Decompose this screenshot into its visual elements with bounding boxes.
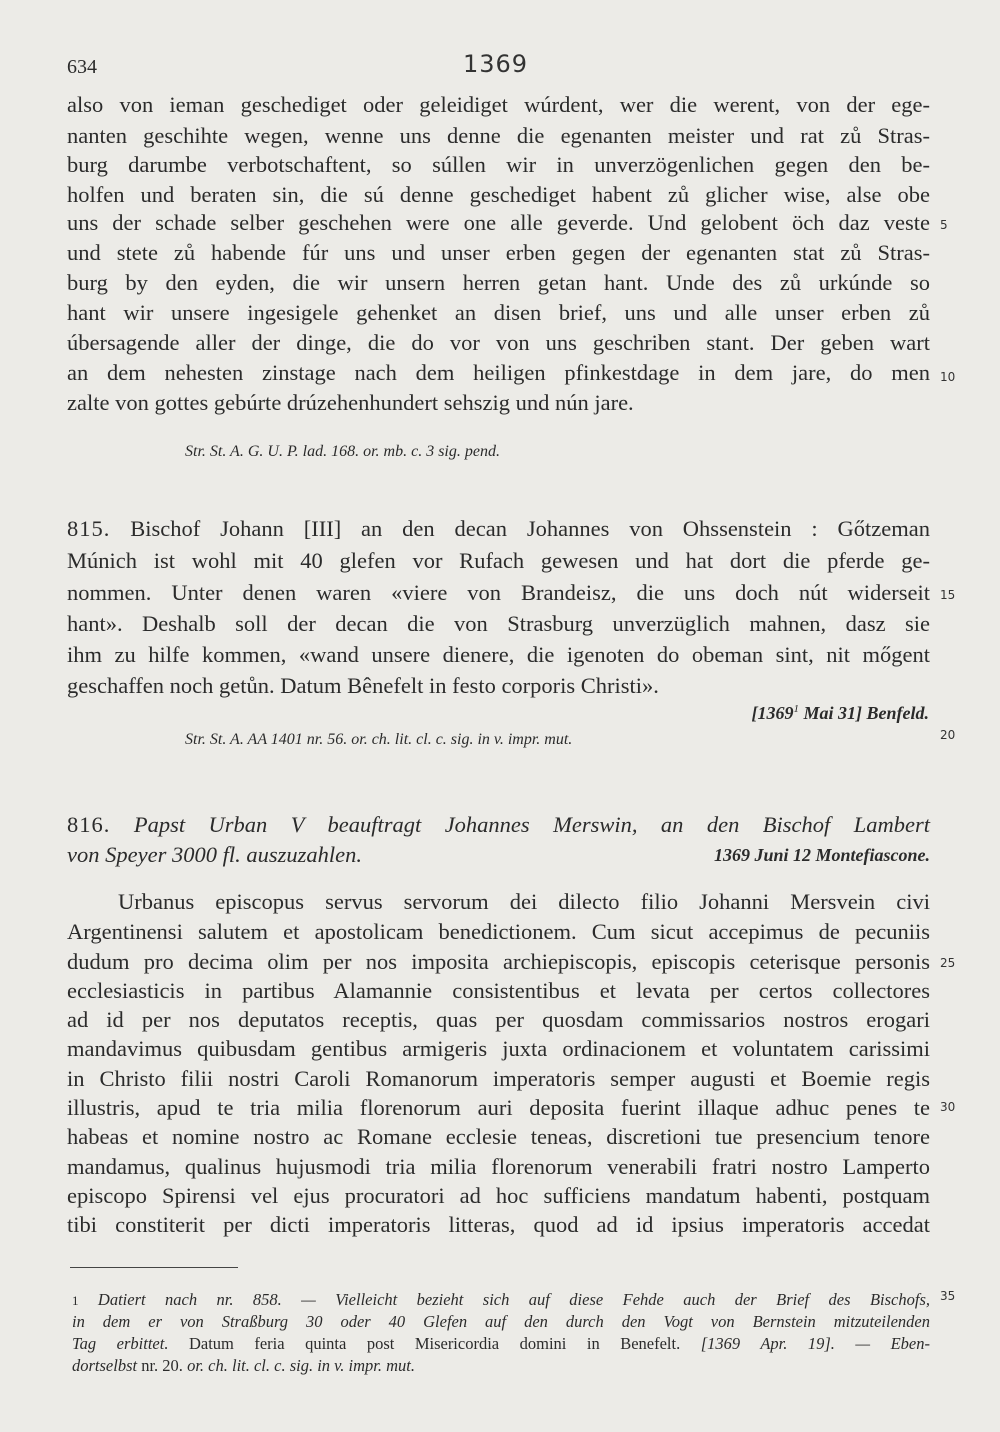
text-line: burg by den eyden, die wir unsern herren getan hant. Unde des zů urkúnde so — [67, 270, 930, 295]
text-line: Urbanus episcopus servus servorum dei dilecto filio Johanni Mersvein civi — [118, 889, 930, 914]
text-line: hant wir unsere ingesigele gehenket an disen brief, uns und alle unser erben zů — [67, 300, 930, 325]
footnote-rule — [70, 1267, 238, 1268]
margin-line-number: 35 — [940, 1289, 956, 1303]
text-line: in Christo filii nostri Caroli Romanorum imperatoris semper augusti et Boemie regis — [67, 1066, 930, 1091]
footnote-line: dortselbst nr. 20. or. ch. lit. cl. c. sig. in v. impr. mut. — [72, 1356, 415, 1375]
text-line: mandamus, qualinus hujusmodi tria milia florenorum venerabili fratri nostro Lamperto — [67, 1154, 930, 1179]
entry-number: 815. — [67, 516, 111, 541]
entry-816-title: 816. Papst Urban V beauftragt Johannes Merswin, an den Bischof Lambert — [67, 812, 930, 837]
text-line: episcopo Spirensi vel ejus procuratori ad hoc sufficiens mandatum habenti, postquam — [67, 1183, 930, 1208]
running-year: 1369 — [463, 50, 529, 78]
margin-line-number: 20 — [940, 728, 956, 742]
footnote-line: 1 Datiert nach nr. 858. — Vielleicht bezieht sich auf diese Fehde auch der Brief des Bischofs, — [72, 1290, 930, 1309]
entry-title-line: von Speyer 3000 fl. auszuzahlen. — [67, 842, 362, 867]
source-citation: Str. St. A. G. U. P. lad. 168. or. mb. c. 3 sig. pend. — [185, 443, 500, 460]
text-line: geschaffen noch getůn. Datum Bênefelt in festo corporis Christi». — [67, 673, 659, 698]
entry-815-first-line: 815. Bischof Johann [III] an den decan Johannes von Ohssenstein : Gőtzeman — [67, 516, 931, 541]
text-line: Argentinensi salutem et apostolicam benedictionem. Cum sicut accepimus de pecuniis — [67, 919, 930, 944]
footnote-line: in dem er von Straßburg 30 oder 40 Glefen auf den durch den Vogt von Bernstein mitzuteilenden — [72, 1312, 930, 1331]
text-line: an dem nehesten zinstage nach dem heiligen pfinkestdage in dem jare, do men — [67, 360, 930, 385]
text-line: ihm zu hilfe kommen, «wand unsere dienere, die igenoten do obeman sint, nit mőgent — [67, 642, 930, 667]
text-line: nanten geschihte wegen, wenne uns denne die egenanten meister und rat zů Stras- — [67, 123, 930, 148]
text-line: holfen und beraten sin, die sú denne geschediget habent zů glicher wise, alse obe — [67, 182, 930, 207]
text-line: nommen. Unter denen waren «viere von Brandeisz, die uns doch nút widerseit — [67, 580, 930, 605]
text-line: also von ieman geschediget oder geleidiget wúrdent, wer die werent, von der ege- — [67, 92, 930, 117]
entry-number: 816. — [67, 812, 111, 837]
text-line: ecclesiasticis in partibus Alamannie consistentibus et levata per certos collectores — [67, 978, 930, 1003]
text-line: Múnich ist wohl mit 40 glefen vor Rufach gewesen und hat dort die pferde ge- — [67, 548, 930, 573]
margin-line-number: 30 — [940, 1100, 956, 1114]
margin-line-number: 10 — [940, 370, 956, 384]
text-line: habeas et nomine nostro ac Romane ecclesie teneas, discretioni tue presencium tenore — [67, 1124, 930, 1149]
margin-line-number: 25 — [940, 956, 956, 970]
text-line: uns der schade selber geschehen were one alle geverde. Und gelobent öch daz veste — [67, 210, 930, 235]
entry-date: 1369 Juni 12 Montefiascone. — [713, 845, 930, 865]
text-line: dudum pro decima olim per nos imposita archiepiscopis, episcopis ceterisque personis — [67, 949, 930, 974]
text-line: tibi constiterit per dicti imperatoris litteras, quod ad id ipsius imperatoris accedat — [67, 1212, 930, 1237]
margin-line-number: 5 — [940, 218, 948, 232]
text-line: ad id per nos deputatos receptis, quas per quosdam commissarios nostros erogari — [67, 1007, 930, 1032]
page-number: 634 — [67, 56, 97, 78]
text-line: hant». Deshalb soll der decan die von Strasburg unverzüglich mahnen, dasz sie — [67, 611, 930, 636]
footnote-line: Tag erbittet. Datum feria quinta post Misericordia domini in Benefelt. [1369 Apr. 19]. — Eben- — [72, 1334, 931, 1353]
text-line: burg darumbe verbotschaftent, so súllen wir in unverzögenlichen gegen den be- — [67, 152, 930, 177]
text-line: und stete zů habende fúr uns und unser erben gegen der egenanten stat zů Stras- — [67, 240, 930, 265]
text-line: zalte von gottes gebúrte drúzehenhundert sehszig und nún jare. — [67, 390, 634, 415]
text-line: mandavimus quibusdam gentibus armigeris juxta ordinacionem et voluntatem carissimi — [67, 1036, 930, 1061]
margin-line-number: 15 — [940, 588, 956, 602]
source-citation: Str. St. A. AA 1401 nr. 56. or. ch. lit. cl. c. sig. in v. impr. mut. — [185, 731, 573, 748]
entry-date: [1369$^1$ Mai 31] Benfeld. — [751, 703, 929, 723]
footnote-marker: 1 — [793, 703, 799, 715]
text-line: illustris, apud te tria milia florenorum auri deposita fuerint illaque adhuc penes te — [67, 1095, 930, 1120]
footnote-marker: 1 — [72, 1293, 79, 1308]
text-line: úbersagende aller der dinge, die do vor von uns geschriben stant. Der geben wart — [67, 330, 930, 355]
